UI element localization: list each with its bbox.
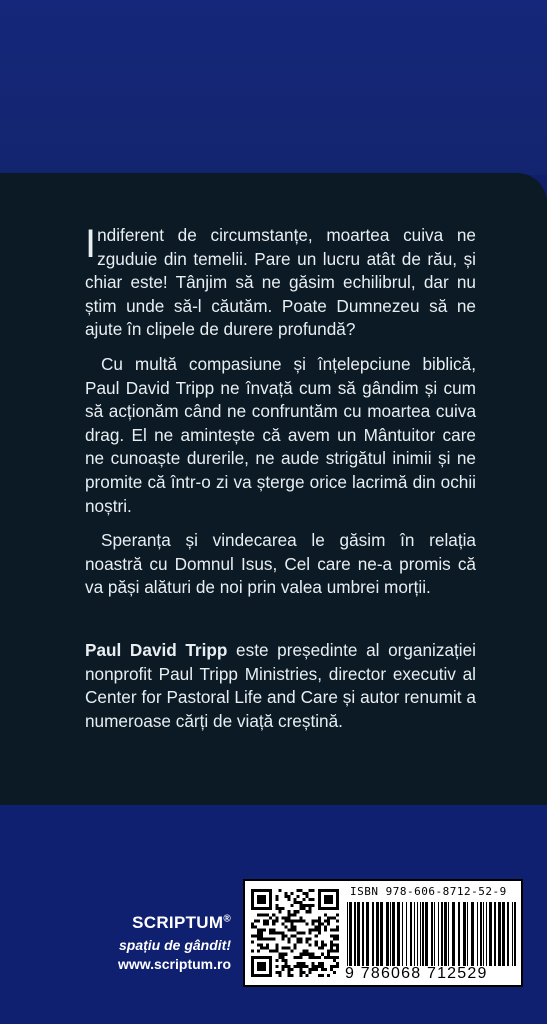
description-paragraph-1 (85, 224, 476, 342)
isbn-label: ISBN 978-606-8712-52-9 (350, 885, 507, 898)
description-paragraph-3: Speranța și vindecarea le găsim în relația noastră cu Domnul Isus, Cel care ne-a promis că va păși alături de noi prin valea umbrei morții. (85, 530, 476, 598)
book-description (85, 224, 476, 600)
publisher-name-line (118, 913, 231, 933)
drop-cap: I (85, 222, 97, 266)
qr-code-icon (251, 889, 339, 977)
publisher-url: www.scriptum.ro (117, 956, 231, 972)
author-name: Paul David Tripp (85, 640, 228, 660)
description-paragraph-2: Cu multă compasiune și înțelepciune biblică, Paul David Tripp ne învață cum să gândim și cum să acționăm când ne confruntăm cu moartea cuiva drag. El ne amintește că avem un Mântuitor care ne cunoaște durerile, ne aude strigătul inimii și ne promite că într-o zi va șterge orice lacrimă din ochii noștri. (85, 353, 476, 516)
author-bio-text: este președinte al organizației nonprofit Paul Tripp Ministries, director executiv al Center for Pastoral Life and Care și autor renumit a numeroase cărți de viață creștină. (85, 640, 476, 731)
publisher-block (118, 913, 231, 972)
publisher-name: SCRIPTUM (132, 913, 224, 932)
publisher-tagline: spațiu de gândit! (119, 937, 231, 953)
registered-mark: ® (223, 913, 231, 925)
top-cover-band (0, 0, 547, 175)
description-paragraph-1-text: ndiferent de circumstanțe, moartea cuiva ne zguduie din temelii. Pare un lucru atât de rău, și chiar este! Tânjim să ne găsim echilibrul, dar nu știm unde să-l căutăm. Poate Dumnezeu să ne ajute în clipele de durere profundă? (85, 225, 476, 340)
barcode-icon (345, 902, 517, 966)
author-bio (85, 639, 476, 733)
barcode-panel (243, 879, 523, 987)
barcode-digits: 9 786068 712529 (345, 965, 488, 982)
